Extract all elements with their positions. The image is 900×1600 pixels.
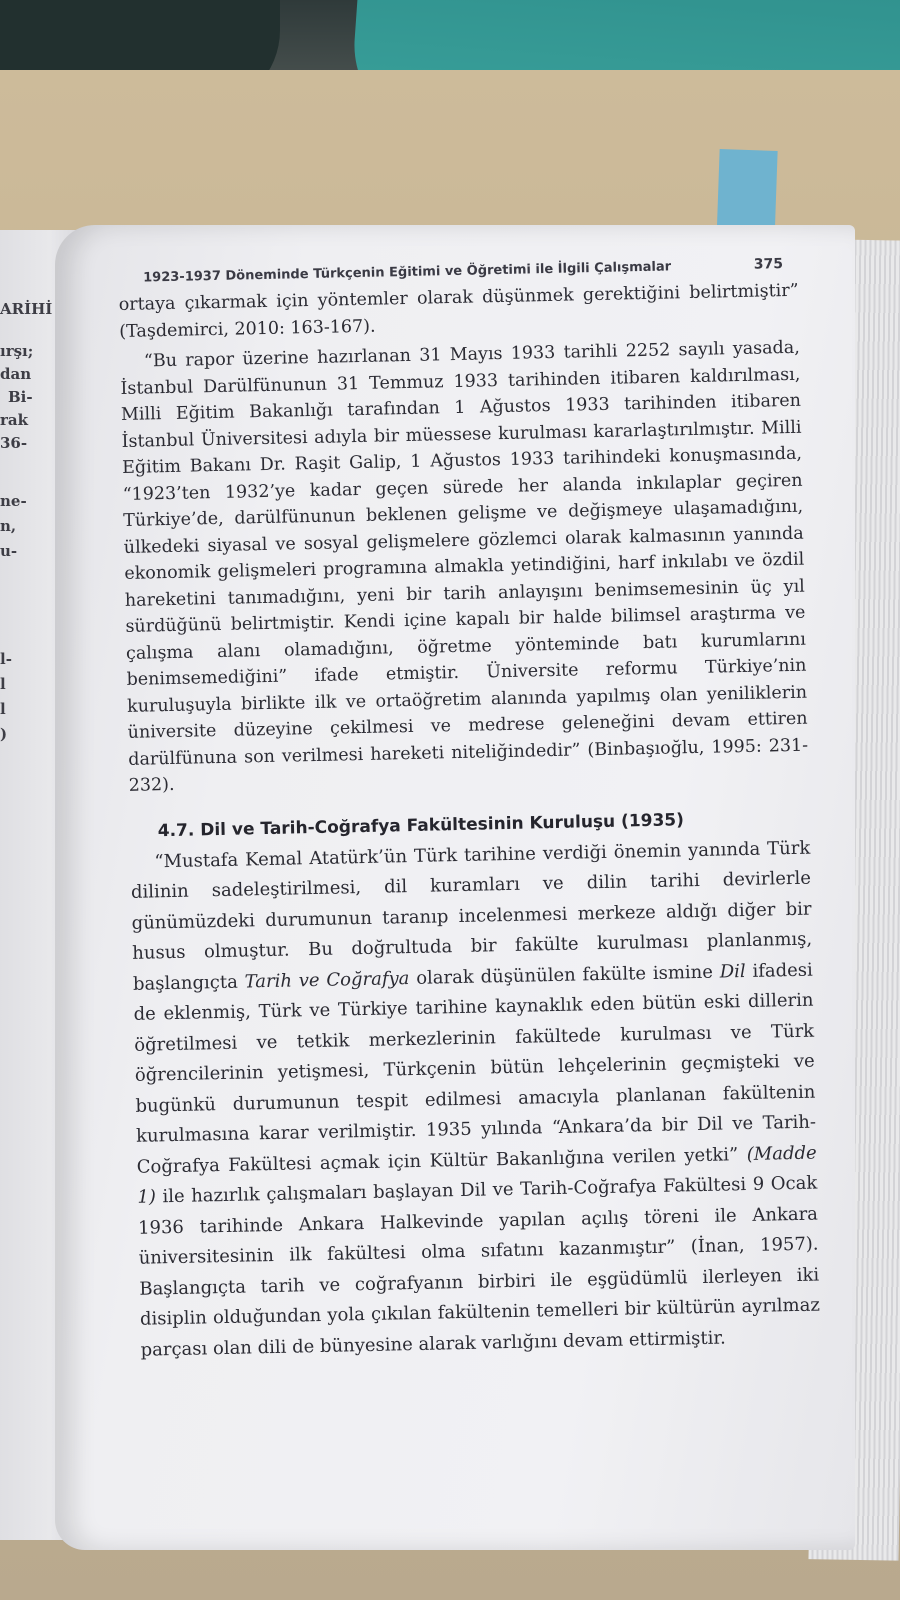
paragraph-3-part-c: ifadesi de eklenmiş, Türk ve Türkiye tarihine kaynaklık eden bütün eski dillerin öğretilmesi ve tetkik merkezlerinin fakültede kurulması ve Türk öğrencilerinin yetişmesi, Türkçenin bütün lehçelerinin geçmişteki ve bugünkü durumunun tespit edilmesi amacıyla planlanan fakültenin kurulmasına karar verilmiştir. 1935 yılında “Ankara’da bir Dil ve Tarih-Coğrafya Fakültesi açmak için Kültür Bakanlığına verilen yetki” (133, 959, 817, 1178)
left-page-fragment: dan (0, 365, 32, 383)
left-page-fragment: rak (0, 411, 29, 429)
page-number: 375 (753, 256, 784, 273)
left-page-fragment: ) (0, 725, 8, 743)
left-page-fragment: ARİHİ (0, 300, 53, 318)
paragraph-3-part-a: “Mustafa Kemal Atatürk’ün Türk tarihine verdiği önemin yanında Türk dilinin sadeleştirilmesi, dil kuramları ve dilin tarihi devirlerle günümüzdeki durumunun taranıp incelenmesi merkeze aldığı diğer bir husus olmuştur. Bu doğrultuda bir fakülte kurulması planlanmış, başlangıçta (130, 837, 813, 995)
page-text (118, 256, 821, 1366)
section-heading: 4.7. Dil ve Tarih-Coğrafya Fakültesinin Kuruluşu (1935) (157, 809, 685, 841)
left-page-fragment: ırşı; (0, 342, 34, 360)
paragraph-3-italic-2: Dil (719, 960, 746, 983)
left-page-fragment: Bi- (8, 388, 33, 406)
paragraph-3-italic-1: Tarih ve Coğrafya (244, 967, 410, 993)
running-head-title: 1923-1937 Döneminde Türkçenin Eğitimi ve Öğretimi ile İlgili Çalışmalar (143, 259, 672, 286)
left-page-fragment: l (0, 700, 6, 718)
paragraph-3-part-b: olarak düşünülen fakülte ismine (409, 961, 720, 989)
paragraph-1: ortaya çıkarmak için yöntemler olarak düşünmek gerektiğini belirtmiştir” (Taşdemirci, 2010: 163-167). (118, 280, 799, 342)
paragraph-3-part-d: ile hazırlık çalışmaları başlayan Dil ve Tarih-Coğrafya Fakültesi 9 Ocak 1936 tarihinde Ankara Halkevinde yapılan açılış töreni ile Ankara üniversitesinin ilk fakültesi olma sıfatını kazanmıştır” (İnan, 1957). Başlangıçta tarih ve coğrafyanın birbiri ile eşgüdümlü ilerleyen iki disiplin olduğundan yola çıkılan fakültenin temelleri bir kültürün ayrılmaz parçası olan dili de bünyesine alarak varlığını devam ettirmiştir. (137, 1172, 821, 1361)
left-page-fragment: u- (0, 542, 18, 560)
left-page-fragment: ne- (0, 492, 27, 510)
left-page-fragment: n, (0, 517, 17, 535)
paragraph-3-italic-3: (Madde 1) (137, 1142, 817, 1208)
left-page-fragment: l (0, 675, 6, 693)
paragraph-2: “Bu rapor üzerine hazırlanan 31 Mayıs 1933 tarihli 2252 sayılı yasada, İstanbul Darülfünunun 31 Temmuz 1933 tarihinden itibaren kaldırılması, Milli Eğitim Bakanlığı tarafından 1 Ağustos 1933 tarihinden itibaren İstanbul Üniversitesi adıyla bir müessese kurulması kararlaştırılmıştır. Milli Eğitim Bakanı Dr. Raşit Galip, 1 Ağustos 1933 tarihindeki konuşmasında, “1923’ten 1932’ye kadar geçen sürede her alanda inkılaplar geçiren Türkiye’de, darülfünunun beklenen gelişme ve değişmeye ulaşamadığını, ülkedeki siyasal ve sosyal gelişmelere gözlemci olarak kalmasının yanında ekonomik gelişmeleri programına almakla yetindiğini, harf inkılabı ve özdil hareketini tanımadığını, yeni bir tarih anlayışını benimsemesinin üç yıl sürdüğünü belirtmiştir. Kendi içine kapalı bir halde bilimsel araştırma ve çalışma alanı olamadığını, öğretme yönteminde batı kurumlarını benimsemediğini” ifade etmiştir. Üniversite reformu Türkiye’nin kuruluşuyla birlikte ilk ve ortaöğretim alanında yapılmış olan yeniliklerin üniversite düzeyine çekilmesi ve medrese geleneğini devam ettiren darülfünuna son verilmesi hareketi niteliğindedir” (Binbaşıoğlu, 1995: 231-232). (120, 337, 809, 796)
left-page-fragment: l- (0, 650, 12, 668)
left-page-fragment: 36- (0, 434, 28, 452)
paragraph-3 (130, 833, 821, 1366)
